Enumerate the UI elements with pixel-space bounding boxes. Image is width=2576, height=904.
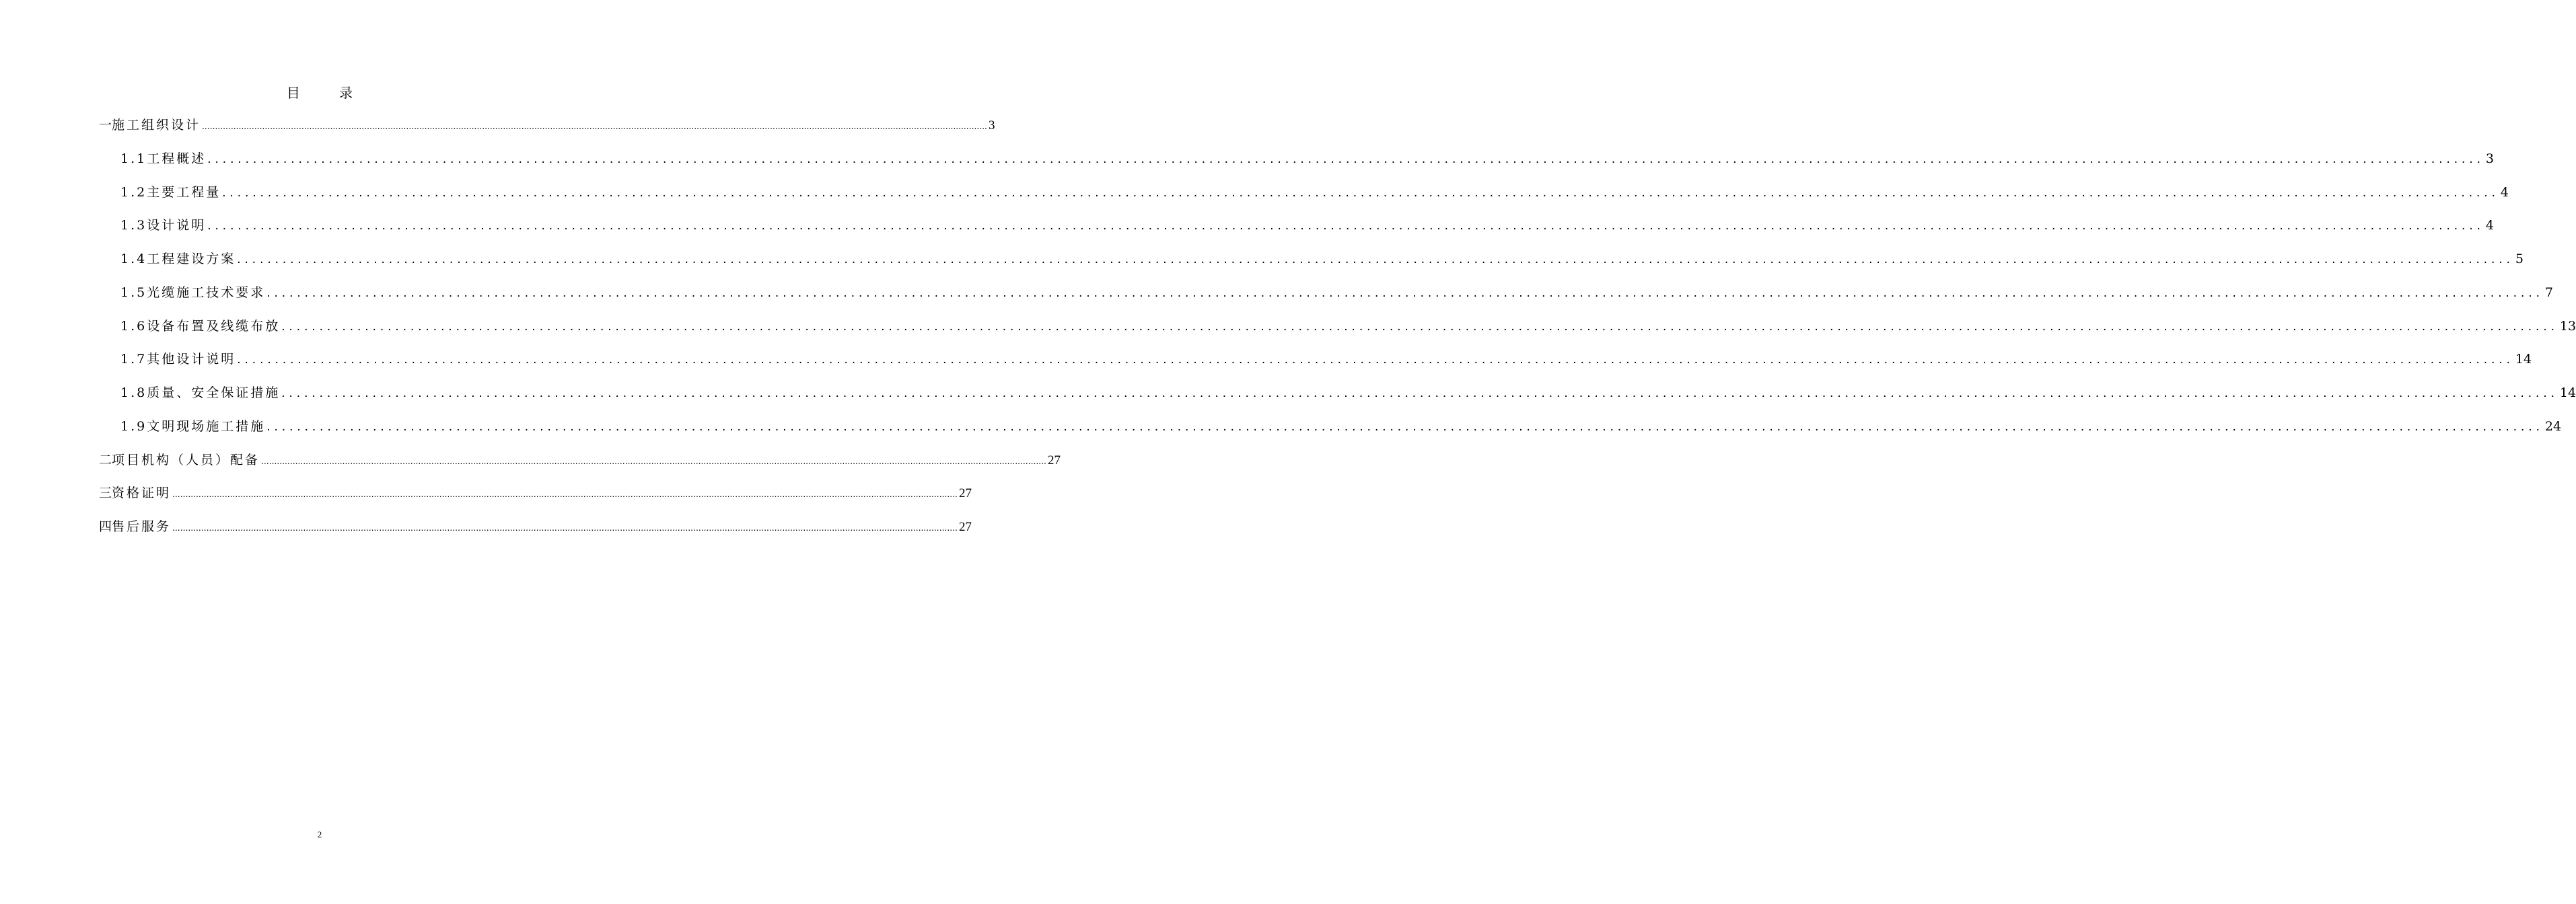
toc-entry-page: 4 (2500, 185, 2509, 200)
toc-entry-number: 1.8 (120, 385, 147, 400)
toc-title: 目 录 (286, 85, 371, 101)
toc-entry-title: 质量、安全保证措施 (147, 385, 281, 400)
toc-entry-page: 27 (958, 520, 972, 534)
toc-entry-number: 1.2 (120, 185, 147, 200)
toc-entry-number: 1.5 (120, 285, 147, 300)
dot-leader: ............................................................................................................................................................................................................................................................................................................ (202, 120, 987, 131)
dot-leader: ............................................................................................................................................................................................................................................................................................................ (266, 420, 2544, 434)
toc-entry-title: 设计说明 (147, 218, 207, 233)
toc-entry[interactable] (120, 317, 2576, 336)
dot-leader: ............................................................................................................................................................................................................................................................................................................ (266, 286, 2544, 300)
dot-leader: ............................................................................................................................................................................................................................................................................................................ (281, 319, 2559, 334)
dot-leader: ............................................................................................................................................................................................................................................................................................................ (281, 386, 2559, 400)
toc-entry-title: 文明现场施工措施 (147, 419, 266, 434)
toc-entry[interactable] (120, 149, 2494, 168)
toc-entry-page: 24 (2544, 419, 2562, 434)
toc-entry-page: 27 (958, 486, 972, 500)
toc-entry[interactable] (99, 116, 995, 135)
dot-leader: ............................................................................................................................................................................................................................................................................................................ (172, 522, 958, 533)
toc-entry-title: 资格证明 (112, 486, 172, 500)
toc-entry-page: 4 (2485, 218, 2494, 233)
toc-entry-title: 工程概述 (147, 151, 207, 166)
dot-leader: ............................................................................................................................................................................................................................................................................................................ (207, 219, 2484, 233)
dot-leader: ............................................................................................................................................................................................................................................................................................................ (222, 186, 2499, 200)
toc-entry-title: 其他设计说明 (147, 352, 236, 367)
toc-entry[interactable] (99, 517, 972, 536)
toc-entry[interactable] (120, 350, 2532, 369)
toc-entry[interactable] (99, 451, 1061, 469)
toc-entry-number: 1.9 (120, 419, 147, 434)
toc-entry-page: 14 (2559, 385, 2576, 400)
toc-entry[interactable] (120, 283, 2553, 302)
toc-entry-title: 光缆施工技术要求 (147, 285, 266, 300)
toc-entry-number: 1.3 (120, 218, 147, 233)
toc-entry-title: 售后服务 (112, 519, 172, 534)
page-number: 2 (317, 829, 322, 839)
toc-entry-title: 项目机构（人员）配备 (112, 453, 260, 467)
toc-entry-title: 主要工程量 (147, 185, 221, 200)
toc-entry-number: 三 (99, 486, 112, 500)
toc-entry-page: 5 (2515, 252, 2524, 266)
dot-leader: ............................................................................................................................................................................................................................................................................................................ (261, 455, 1046, 466)
toc-entry[interactable] (120, 216, 2494, 235)
toc-entry-page: 27 (1047, 453, 1061, 467)
dot-leader: ............................................................................................................................................................................................................................................................................................................ (237, 352, 2514, 367)
toc-entry-title: 施工组织设计 (112, 118, 201, 133)
toc-entry-number: 1.4 (120, 252, 147, 266)
toc-entry-number: 1.1 (120, 151, 147, 166)
toc-entry[interactable] (99, 484, 972, 502)
toc-entry-title: 工程建设方案 (147, 252, 236, 266)
toc-entry[interactable] (120, 250, 2524, 268)
toc-entry[interactable] (120, 417, 2562, 436)
toc-entry-page: 7 (2544, 285, 2553, 300)
dot-leader: ............................................................................................................................................................................................................................................................................................................ (172, 488, 958, 499)
toc-entry[interactable] (120, 383, 2576, 402)
toc-entry-title: 设备布置及线缆布放 (147, 319, 281, 334)
toc-entry-page: 14 (2515, 352, 2532, 367)
toc-entry[interactable] (120, 183, 2509, 202)
toc-entry-number: 四 (99, 519, 112, 534)
toc-entry-page: 3 (988, 118, 995, 133)
toc-entry-number: 二 (99, 453, 112, 467)
toc-entry-page: 3 (2485, 151, 2494, 166)
dot-leader: ............................................................................................................................................................................................................................................................................................................ (207, 152, 2484, 166)
dot-leader: ............................................................................................................................................................................................................................................................................................................ (237, 252, 2514, 266)
toc-entry-number: 1.6 (120, 319, 147, 334)
toc-entry-number: 一 (99, 118, 112, 133)
toc-entry-number: 1.7 (120, 352, 147, 367)
toc-entry-page: 13 (2559, 319, 2576, 334)
